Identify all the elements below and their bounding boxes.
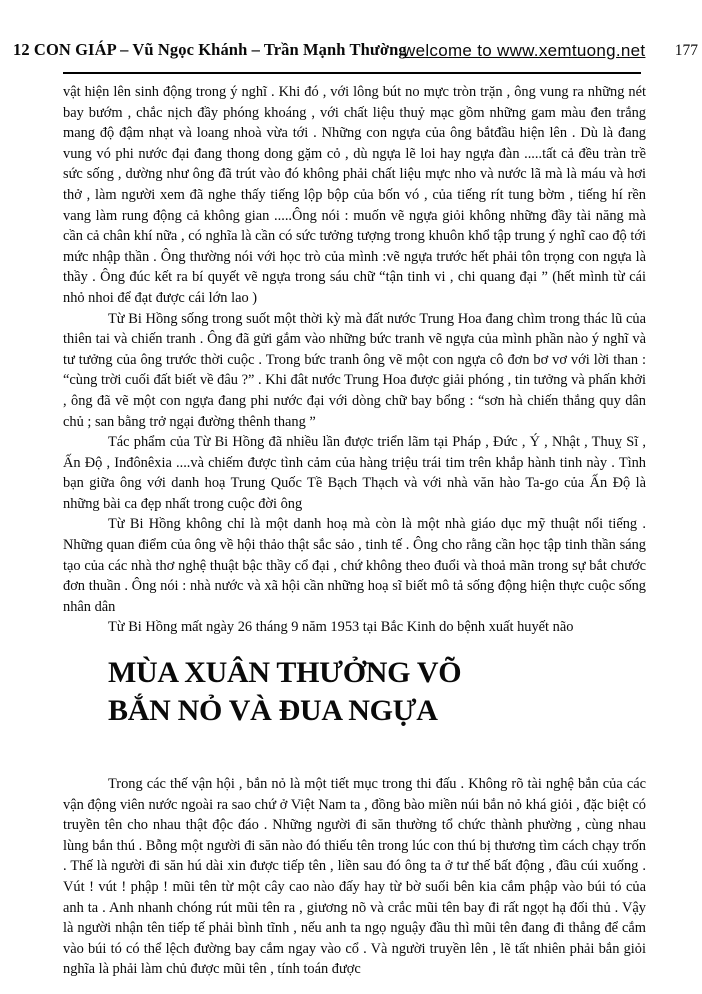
page-body <box>63 82 646 980</box>
site-link[interactable]: welcome to www.xemtuong.net <box>403 41 646 60</box>
paragraph: vật hiện lên sinh động trong ý nghĩ . Khi đó , với lông bút no mực tròn trặn , ông vung ra những nét bay bướm , chắc nịch đầy phóng khoáng , với chất liệu thuỷ mạc gồm những gam màu đen trắng mang độ đậm nhạt và loang nhoà vừa tới . Những con ngựa của ông bắtđầu hiện lên . Dù là đang vung vó phi nước đại đang thong dong gặm cỏ , dù ngựa lẽ loi hay ngựa đàn .....tất cả đều tràn trề sức sống , dường như ông đã trút vào đó không phải chất liệu mực nho và nước lã mà là máu và hơi thở , làm người xem đã nghe thấy tiếng lộp bộp của bốn vó , của tiếng rít tung bờm , tiếng hí rền vang làm rung động cả không gian .....Ông nói : muốn vẽ ngựa giỏi không những đầy tài năng mà cần cả chân khí nữa , có nghĩa là cần có sức tưởng tượng trong khuôn khổ tập trung ý nghĩ cao độ tới mức nhập thần . Ông thường nói với học trò của mình :vẽ ngựa trước hết phải tôn trọng con ngựa là thầy . Ông đúc kết ra bí quyết vẽ ngựa trong sáu chữ “tận tinh vi , chi quang đại ” (hết mình từ cái nhỏ nhoi để đạt được cái lớn lao ) <box>63 84 646 306</box>
paragraph: Từ Bi Hồng không chỉ là một danh hoạ mà còn là một nhà giáo dục mỹ thuật nổi tiếng . Những quan điểm của ông về hội thảo thật sắc sảo , tinh tế . Ông cho rằng cần học tập tinh thần sáng tạo của các nhà thơ nghệ thuật bậc thầy cổ đại , chứ không theo đuổi và thoả mãn trong sự bắt chước đơn thuần . Ông nói : nhà nước và xã hội cần những hoạ sĩ biết mô tả sống động hiện thực cuộc sống nhân dân <box>63 516 646 615</box>
section-heading-line2: BẮN NỎ VÀ ĐUA NGỰA <box>108 694 438 728</box>
section-heading <box>63 654 646 730</box>
page-header <box>13 40 698 64</box>
paragraph: Từ Bi Hồng sống trong suốt một thời kỳ mà đất nước Trung Hoa đang chìm trong thác lũ của thiên tai và chiến tranh . Ông đã gửi gắm vào những bức tranh vẽ ngựa của mình phần nào ý nghĩ và tư tưởng của ông trước thời cuộc . Trong bức tranh ông vẽ một con ngựa cô đơn bơ vơ với lời than : “cùng trời cuối đất biết về đâu ?” . Khi đât nước Trung Hoa được giải phóng , tin tưởng và phấn khởi , ông đã vẽ một con ngựa đang phi nước đại với dòng chữ bay bổng : “sơn hà chiến thắng quy dân chủ ; san bằng trở ngại đường thênh thang ” <box>63 310 646 430</box>
paragraph: Từ Bi Hồng mất ngày 26 tháng 9 năm 1953 tại Bắc Kinh do bệnh xuất huyết não <box>108 619 574 636</box>
paragraph: Tác phẩm của Từ Bi Hồng đã nhiều lần được triển lãm tại Pháp , Đức , Ý , Nhật , Thuỵ Sĩ , Ấn Độ , Inđônêxia ....và chiếm được tình cảm của hàng triệu trái tim trên khắp hành tinh này . Tình bạn giữa ông với danh hoạ Trung Quốc Tề Bạch Thạch và với nhà văn hào Ta-go của Ấn Độ là những bài ca đẹp nhất trong cuộc đời ông <box>63 434 646 512</box>
header-divider <box>63 72 641 74</box>
paragraph: Trong các thế vận hội , bắn nỏ là một tiết mục trong thi đấu . Không rõ tài nghệ bắn của các vận động viên nước ngoài ra sao chứ ở Việt Nam ta , đồng bào miền núi bắn nỏ khá giỏi , đặc biệt có truyền tên cho nhau thật độc đáo . Những người đi săn thường tổ chức thành phường , cùng nhau lùng bắn thú . Bỗng một người đi săn nào đó thiếu tên trong lúc con thú bị thương tìm cách chạy trốn . Thế là người đi săn hú dài xin được tiếp tên , liền sau đó ông ta ở tư thế bất động , đầu cúi xuống . Vút ! vút ! phập ! mũi tên từ một cây cao nào đấy hay từ bờ suối bên kia cắm phập vào búi tó của anh ta . Anh nhanh chóng rút mũi tên ra , giương nõ và crắc mũi tên bay đi rất ngọt hạ đối thủ . Vậy là người nhận tên tiếp tế phải bình tĩnh , nếu anh ta ngọ nguậy đầu thì mũi tên đang đi thẳng để cắm vào búi tó có thể lệch đường bay cắm ngay vào cổ . Và người truyền lên , lẽ tất nhiên phải bắn giỏi nghĩa là phải làm chủ được mũi tên , tính toán được <box>63 776 646 978</box>
section-heading-line1: MÙA XUÂN THƯỞNG VÕ <box>108 656 462 690</box>
page-number: 177 <box>674 42 698 59</box>
book-title: 12 CON GIÁP – Vũ Ngọc Khánh – Trần Mạnh Thường <box>13 40 407 59</box>
